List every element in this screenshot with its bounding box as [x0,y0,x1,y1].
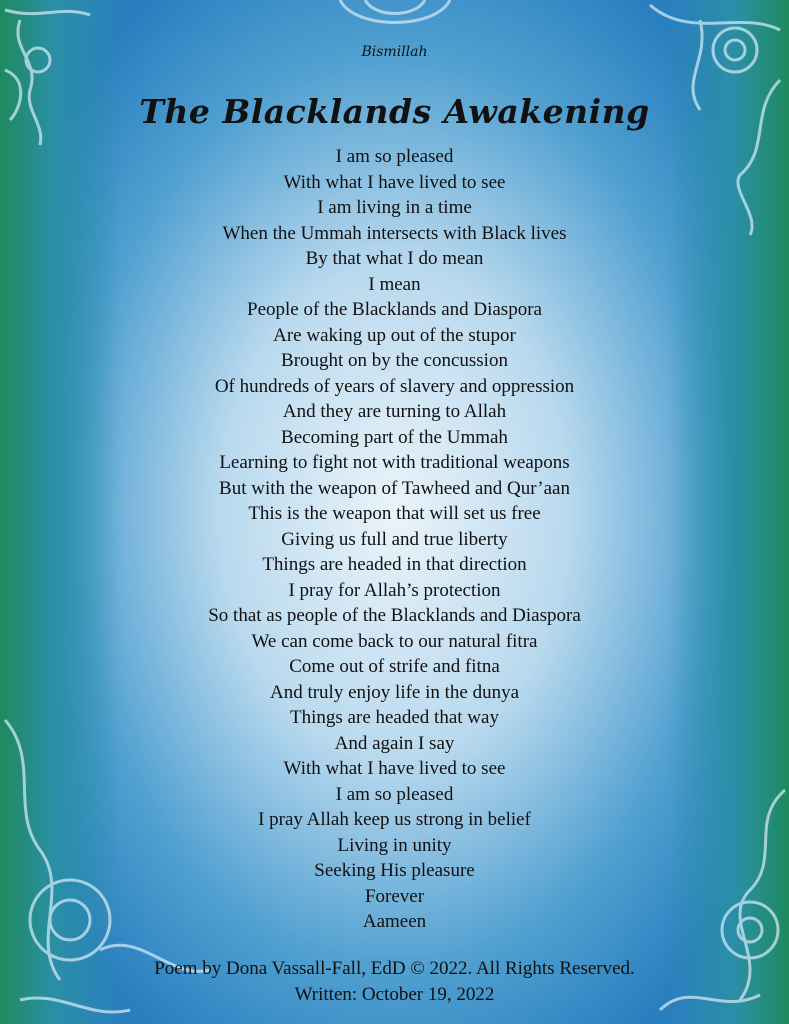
poem-line: Things are headed that way [290,707,499,728]
poem-title: The Blacklands Awakening [139,92,650,131]
poem-line: With what I have lived to see [283,758,506,779]
poem-line: When the Ummah intersects with Black lives [222,222,567,244]
poem-line: Come out of strife and fitna [289,656,500,677]
poem-line: This is the weapon that will set us free [248,503,541,524]
copyright-line: Poem by Dona Vassall-Fall, EdD © 2022. All Rights Reserved. [154,958,635,979]
poem-credit [0,956,789,1008]
poem-line: Things are headed in that direction [262,554,527,575]
poem-line: We can come back to our natural fitra [251,630,538,652]
poem-line: And they are turning to Allah [282,401,507,422]
poem-line: And truly enjoy life in the dunya [269,681,520,703]
written-date-line: Written: October 19, 2022 [294,984,495,1005]
poem-line: Giving us full and true liberty [281,528,508,550]
poem-line: Forever [364,885,425,907]
poem-line: People of the Blacklands and Diaspora [247,299,542,320]
poem-line: I mean [368,273,421,295]
poem-line: With what I have lived to see [283,171,506,193]
poem-body [0,144,789,935]
poem-line: Living in unity [337,834,452,856]
poem-line: I pray Allah keep us strong in belief [258,809,531,830]
poem-line: Seeking His pleasure [314,860,475,881]
poem-line: Aameen [362,911,427,932]
poem-line: But with the weapon of Tawheed and Qur’aan [219,477,570,499]
poem-line: Of hundreds of years of slavery and oppression [214,375,575,397]
poem-line: Brought on by the concussion [281,350,508,371]
poem-line: So that as people of the Blacklands and Diaspora [208,605,581,626]
poem-line: Learning to fight not with traditional weapons [219,452,570,473]
poem-line: I am living in a time [317,197,472,218]
poem-line: Are waking up out of the stupor [273,324,516,346]
poem-line: I am so pleased [335,146,454,167]
poem-line: And again I say [334,732,455,754]
poem-line: By that what I do mean [305,248,484,269]
poem-line: Becoming part of the Ummah [281,426,508,448]
poem-line: I am so pleased [335,783,454,805]
poem-line: I pray for Allah’s protection [288,579,501,601]
bismillah-heading: Bismillah [361,44,428,60]
